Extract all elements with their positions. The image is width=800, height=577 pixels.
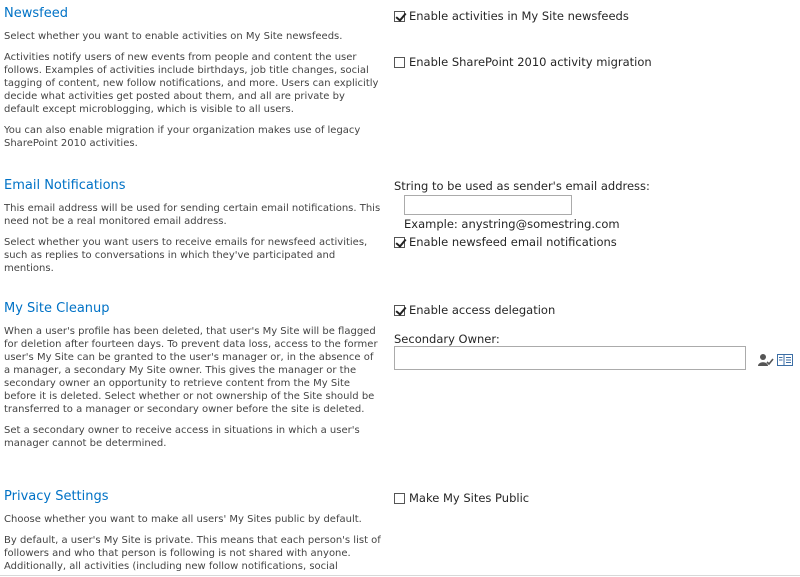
email-desc-2: Select whether you want users to receive emails for newsfeed activities, such as replies to conversations in which they've participated and mentions. [4, 237, 368, 274]
email-desc-1: This email address will be used for sending certain email notifications. This need not be a real monitored email address. [4, 203, 381, 227]
check-names-icon[interactable] [758, 352, 774, 366]
make-public-label[interactable]: Make My Sites Public [409, 491, 530, 505]
privacy-desc-1: Choose whether you want to make all users' My Sites public by default. [4, 514, 362, 525]
newsfeed-desc-1: Select whether you want to enable activities on My Site newsfeeds. [4, 31, 343, 42]
email-notifications-heading: Email Notifications [4, 178, 126, 193]
make-public-checkbox[interactable] [394, 493, 405, 504]
enable-migration-checkbox[interactable] [394, 57, 405, 68]
enable-delegation-checkbox[interactable] [394, 305, 405, 316]
enable-newsfeed-email-label[interactable]: Enable newsfeed email notifications [409, 235, 617, 249]
enable-activities-option[interactable] [394, 9, 629, 24]
enable-delegation-label[interactable]: Enable access delegation [409, 303, 556, 317]
cleanup-desc-2: Set a secondary owner to receive access in situations in which a user's manager cannot be determined. [4, 425, 360, 449]
enable-newsfeed-email-option[interactable] [394, 235, 617, 250]
newsfeed-desc-2: Activities notify users of new events from people and content the user follows. Examples of activities include birthdays, job title changes, social tagging of content, new follow notifications, and more. Users can explicitly decide what activities get posted about them, and all are private by default except microblogging, which is visible to all users. [4, 52, 379, 115]
secondary-owner-label: Secondary Owner: [394, 332, 500, 346]
enable-delegation-option[interactable] [394, 303, 555, 318]
cleanup-desc-1: When a user's profile has been deleted, that user's My Site will be flagged for deletion after fourteen days. To prevent data loss, access to the former user's My Site can be granted to the user's manager or, in the absence of a manager, a secondary My Site owner. This gives the manager or the secondary owner an opportunity to retrieve content from the My Site before it is deleted. Select whether or not ownership of the Site should be transferred to a manager or secondary owner before the site is deleted. [4, 326, 378, 415]
sender-email-input[interactable] [404, 195, 572, 215]
newsfeed-heading: Newsfeed [4, 6, 68, 21]
privacy-settings-heading: Privacy Settings [4, 489, 109, 504]
make-public-option[interactable] [394, 491, 529, 506]
sender-email-label: String to be used as sender's email address: [394, 179, 650, 193]
my-site-cleanup-heading: My Site Cleanup [4, 301, 110, 316]
privacy-desc-2: By default, a user's My Site is private. This means that each person's list of followers and who that person is following is not shared with anyone. Additionally, all activities (including new follow notifications, social [4, 535, 381, 572]
secondary-owner-input[interactable] [394, 346, 746, 370]
sender-email-example: Example: anystring@somestring.com [404, 217, 620, 231]
enable-activities-checkbox[interactable] [394, 11, 405, 22]
enable-newsfeed-email-checkbox[interactable] [394, 237, 405, 248]
enable-migration-label[interactable]: Enable SharePoint 2010 activity migration [409, 55, 652, 69]
enable-migration-option[interactable] [394, 55, 652, 70]
enable-activities-label[interactable]: Enable activities in My Site newsfeeds [409, 9, 629, 23]
browse-address-book-icon[interactable] [777, 352, 793, 366]
newsfeed-desc-3: You can also enable migration if your organization makes use of legacy SharePoint 2010 activities. [4, 125, 361, 149]
bottom-divider [0, 575, 800, 576]
